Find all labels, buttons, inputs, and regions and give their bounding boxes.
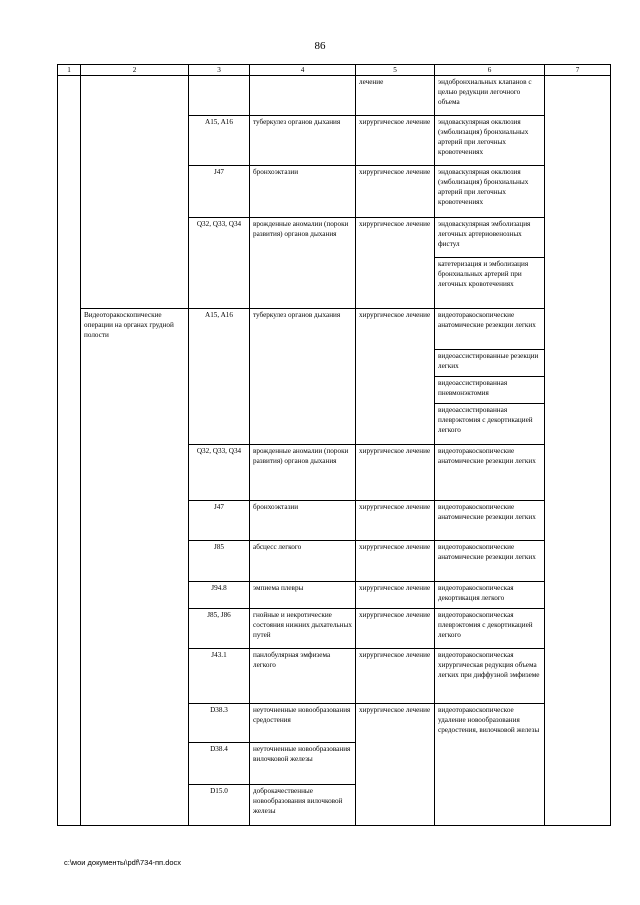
section-title-cell: Видеоторакоскопические операции на органах грудной полости — [81, 309, 189, 826]
col-header-2: 2 — [81, 65, 189, 76]
method-cell: видеоторакоскопическая плеврэктомия с декортикацией легкого — [435, 609, 545, 649]
method-cell: видеоассистированные резекции легких — [435, 350, 545, 377]
col-header-5: 5 — [356, 65, 435, 76]
icd-code-cell: D38.3 — [189, 704, 250, 743]
method-cell: эндоваскулярная окклюзия (эмболизация) бронхиальных артерий при легочных кровотечениях — [435, 166, 545, 218]
icd-code-cell: J47 — [189, 501, 250, 541]
treatment-type-cell: хирургическое лечение — [356, 166, 435, 218]
icd-code-cell: A15, A16 — [189, 116, 250, 166]
diagnosis-cell: бронхоэктазии — [250, 501, 356, 541]
diagnosis-cell: туберкулез органов дыхания — [250, 309, 356, 445]
diagnosis-cell: врожденные аномалии (пороки развития) органов дыхания — [250, 218, 356, 309]
method-cell: эндоваскулярная окклюзия (эмболизация) бронхиальных артерий при легочных кровотечениях — [435, 116, 545, 166]
col-header-3: 3 — [189, 65, 250, 76]
method-cell: видеоторакоскопические анатомические резекции легких — [435, 309, 545, 350]
col7-cell — [545, 76, 611, 826]
icd-code-cell: Q32, Q33, Q34 — [189, 445, 250, 501]
col-header-7: 7 — [545, 65, 611, 76]
icd-code-cell — [189, 76, 250, 116]
icd-code-cell: J43.1 — [189, 649, 250, 704]
method-cell: видеоторакоскопическая хирургическая редукция объема легких при диффузной эмфиземе — [435, 649, 545, 704]
diagnosis-cell: врожденные аномалии (пороки развития) органов дыхания — [250, 445, 356, 501]
method-cell: эндобронхиальных клапанов с целью редукции легочного объема — [435, 76, 545, 116]
method-cell: видеоторакоскопическое удаление новообразования средостения, вилочковой железы — [435, 704, 545, 826]
method-cell: видеоассистированная пневмонэктомия — [435, 377, 545, 404]
diagnosis-cell: неуточненные новообразования средостения — [250, 704, 356, 743]
header-row — [58, 65, 611, 76]
col2-cell — [81, 76, 189, 309]
treatment-type-cell: хирургическое лечение — [356, 582, 435, 609]
footer-file-path: c:\мои документы\pdf\734-пп.docx — [64, 858, 182, 867]
icd-code-cell: Q32, Q33, Q34 — [189, 218, 250, 309]
icd-code-cell: A15, A16 — [189, 309, 250, 445]
method-cell: эндоваскулярная эмболизация легочных артериовенозных фистул — [435, 218, 545, 258]
page-number: 86 — [314, 40, 326, 52]
treatment-type-cell: хирургическое лечение — [356, 704, 435, 826]
procedures-table — [57, 64, 611, 826]
method-cell: видеоторакоскопические анатомические резекции легких — [435, 445, 545, 501]
col-header-6: 6 — [435, 65, 545, 76]
diagnosis-cell: абсцесс легкого — [250, 541, 356, 582]
method-cell: видеоассистированная плеврэктомия с декортикацией легкого — [435, 404, 545, 445]
method-cell: видеоторакоскопические анатомические резекции легких — [435, 541, 545, 582]
diagnosis-cell: доброкачественные новообразования вилочковой железы — [250, 785, 356, 826]
treatment-type-cell: хирургическое лечение — [356, 445, 435, 501]
diagnosis-cell — [250, 76, 356, 116]
col-header-4: 4 — [250, 65, 356, 76]
diagnosis-cell: эмпиема плевры — [250, 582, 356, 609]
treatment-type-cell: хирургическое лечение — [356, 218, 435, 309]
icd-code-cell: J47 — [189, 166, 250, 218]
diagnosis-cell: туберкулез органов дыхания — [250, 116, 356, 166]
method-cell: видеоторакоскопические анатомические резекции легких — [435, 501, 545, 541]
treatment-type-cell: хирургическое лечение — [356, 116, 435, 166]
treatment-type-cell: хирургическое лечение — [356, 649, 435, 704]
col-header-1: 1 — [58, 65, 81, 76]
treatment-type-cell: хирургическое лечение — [356, 309, 435, 445]
diagnosis-cell: панлобулярная эмфизема легкого — [250, 649, 356, 704]
table-row — [58, 76, 611, 116]
icd-code-cell: J85, J86 — [189, 609, 250, 649]
icd-code-cell: J94.8 — [189, 582, 250, 609]
icd-code-cell: J85 — [189, 541, 250, 582]
diagnosis-cell: гнойные и некротические состояния нижних дыхательных путей — [250, 609, 356, 649]
col1-cell — [58, 76, 81, 826]
treatment-type-cell: хирургическое лечение — [356, 541, 435, 582]
icd-code-cell: D38.4 — [189, 743, 250, 785]
method-cell: видеоторакоскопическая декортикация легкого — [435, 582, 545, 609]
method-cell: катетеризация и эмболизация бронхиальных артерий при легочных кровотечениях — [435, 258, 545, 309]
diagnosis-cell: бронхоэктазии — [250, 166, 356, 218]
treatment-type-cell: хирургическое лечение — [356, 609, 435, 649]
treatment-type-cell: хирургическое лечение — [356, 501, 435, 541]
icd-code-cell: D15.0 — [189, 785, 250, 826]
treatment-type-cell: лечение — [356, 76, 435, 116]
diagnosis-cell: неуточненные новообразования вилочковой железы — [250, 743, 356, 785]
table-row — [58, 309, 611, 350]
